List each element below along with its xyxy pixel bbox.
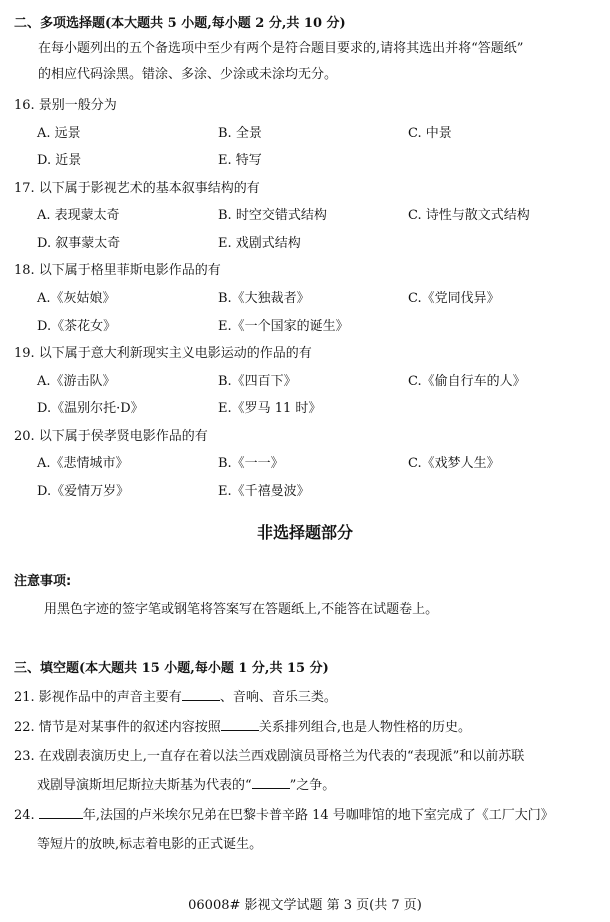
question-23-line-2 xyxy=(37,774,335,793)
q18-option-e: E.《一个国家的诞生》 xyxy=(218,319,349,334)
question-22 xyxy=(14,716,471,735)
q17-option-e: E. 戏剧式结构 xyxy=(218,236,301,251)
q21-blank xyxy=(182,688,220,701)
q20-option-a: A.《悲情城市》 xyxy=(37,456,129,471)
q17-option-b: B. 时空交错式结构 xyxy=(218,208,327,223)
question-20-stem: 20. 以下属于侯孝贤电影作品的有 xyxy=(14,429,208,444)
section-3-title: 三、填空题(本大题共 15 小题,每小题 1 分,共 15 分) xyxy=(14,661,329,676)
question-24-line-2: 等短片的放映,标志着电影的正式诞生。 xyxy=(37,837,263,852)
q18-option-d: D.《茶花女》 xyxy=(37,319,117,334)
q22-text-a: 22. 情节是对某事件的叙述内容按照 xyxy=(14,720,221,735)
part-title: 非选择题部分 xyxy=(256,523,353,542)
q16-option-d: D. 近景 xyxy=(37,153,82,168)
q18-option-b: B.《大独裁者》 xyxy=(218,291,310,306)
q19-option-c: C.《偷自行车的人》 xyxy=(408,374,526,389)
q24-blank xyxy=(39,806,83,819)
q16-option-c: C. 中景 xyxy=(408,126,452,141)
q21-text-b: 、音响、音乐三类。 xyxy=(219,690,337,705)
q21-text-a: 21. 影视作品中的声音主要有 xyxy=(14,690,182,705)
q23-text-b: ”之争。 xyxy=(289,778,336,793)
q19-option-e: E.《罗马 11 时》 xyxy=(218,401,322,416)
question-17-stem: 17. 以下属于影视艺术的基本叙事结构的有 xyxy=(14,181,260,196)
notice-text: 用黑色字迹的签字笔或钢笔将答案写在答题纸上,不能答在试题卷上。 xyxy=(44,602,439,617)
q20-option-c: C.《戏梦人生》 xyxy=(408,456,500,471)
q19-option-b: B.《四百下》 xyxy=(218,374,297,389)
section-2-title: 二、多项选择题(本大题共 5 小题,每小题 2 分,共 10 分) xyxy=(14,16,346,31)
q16-option-b: B. 全景 xyxy=(218,126,262,141)
q17-option-a: A. 表现蒙太奇 xyxy=(37,208,120,223)
q22-blank xyxy=(221,718,259,731)
instruction-line-2: 的相应代码涂黑。错涂、多涂、少涂或未涂均无分。 xyxy=(38,67,338,82)
q20-option-e: E.《千禧曼波》 xyxy=(218,484,310,499)
question-24-line-1 xyxy=(14,804,554,823)
q17-option-c: C. 诗性与散文式结构 xyxy=(408,208,530,223)
q17-option-d: D. 叙事蒙太奇 xyxy=(37,236,121,251)
question-21 xyxy=(14,686,337,705)
question-19-stem: 19. 以下属于意大利新现实主义电影运动的作品的有 xyxy=(14,346,312,361)
section-2-instructions xyxy=(38,36,598,88)
q20-option-b: B.《一一》 xyxy=(218,456,284,471)
q23-blank xyxy=(252,776,290,789)
question-18-stem: 18. 以下属于格里菲斯电影作品的有 xyxy=(14,263,221,278)
q18-option-a: A.《灰姑娘》 xyxy=(37,291,116,306)
q24-number: 24. xyxy=(14,808,35,823)
notice-title: 注意事项: xyxy=(14,574,72,589)
q24-text: 年,法国的卢米埃尔兄弟在巴黎卡普辛路 14 号咖啡馆的地下室完成了《工厂大门》 xyxy=(82,808,554,823)
instruction-line-1: 在每小题列出的五个备选项中至少有两个是符合题目要求的,请将其选出并将“答题纸” xyxy=(38,41,524,56)
question-23-line-1: 23. 在戏剧表演历史上,一直存在着以法兰西戏剧演员哥格兰为代表的“表现派”和以前苏联 xyxy=(14,749,525,764)
q20-option-d: D.《爱情万岁》 xyxy=(37,484,130,499)
q16-option-a: A. 远景 xyxy=(37,126,81,141)
q18-option-c: C.《党同伐异》 xyxy=(408,291,500,306)
q22-text-b: 关系排列组合,也是人物性格的历史。 xyxy=(258,720,471,735)
q19-option-a: A.《游击队》 xyxy=(37,374,116,389)
question-16-stem: 16. 景别一般分为 xyxy=(14,98,117,113)
q19-option-d: D.《温别尔托·D》 xyxy=(37,401,144,416)
q16-option-e: E. 特写 xyxy=(218,153,262,168)
page-footer: 06008# 影视文学试题 第 3 页(共 7 页) xyxy=(188,898,422,913)
q23-text-a: 戏剧导演斯坦尼斯拉夫斯基为代表的“ xyxy=(37,778,252,793)
